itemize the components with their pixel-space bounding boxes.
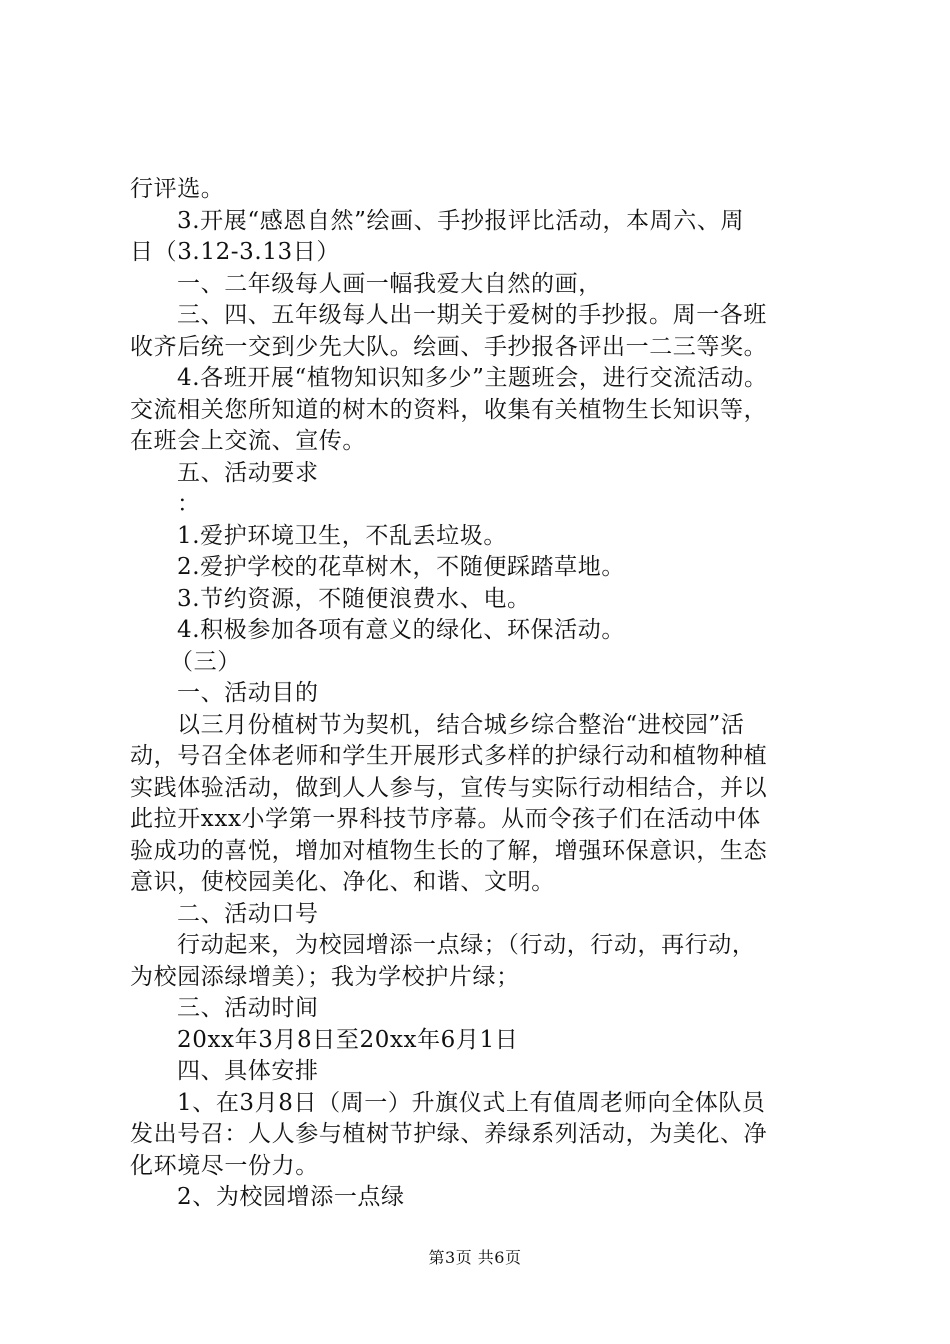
document-body xyxy=(130,174,830,1214)
section-number: （三） xyxy=(170,648,241,675)
section-heading: 四、具体安排 xyxy=(177,1058,319,1084)
list-item: 2.爱护学校的花草树木，不随便踩踏草地。 xyxy=(177,554,625,580)
text-line: 日（3.12-3.13日） xyxy=(130,239,340,265)
text-line: 2、为校园增添一点绿 xyxy=(177,1184,405,1210)
text-line: 实践体验活动，做到人人参与，宣传与实际行动相结合，并以 xyxy=(130,774,768,801)
text-line: 验成功的喜悦，增加对植物生长的了解，增强环保意识，生态 xyxy=(130,837,768,864)
text-line: 行动起来，为校园增添一点绿；（行动，行动，再行动， xyxy=(177,932,756,958)
text-line: 1、在3月8日（周一）升旗仪式上有值周老师向全体队员 xyxy=(177,1089,766,1116)
text-line: 交流相关您所知道的树木的资料，收集有关植物生长知识等， xyxy=(130,396,768,423)
text-line: 行评选。 xyxy=(130,176,225,202)
page-footer: 第3页 共6页 xyxy=(428,1248,522,1267)
text-line: 此拉开xxx小学第一界科技节序幕。从而令孩子们在活动中体 xyxy=(130,806,761,832)
text-line: 一、二年级每人画一幅我爱大自然的画， xyxy=(177,270,602,297)
section-heading: 五、活动要求 xyxy=(177,459,319,486)
list-item: 1.爱护环境卫生，不乱丢垃圾。 xyxy=(177,522,507,549)
text-line: 化环境尽一份力。 xyxy=(130,1152,319,1179)
text-line: ： xyxy=(177,491,201,517)
text-line: 20xx年3月8日至20xx年6月1日 xyxy=(177,1026,519,1053)
text-line: 三、四、五年级每人出一期关于爱树的手抄报。周一各班 xyxy=(177,302,767,328)
section-heading: 一、活动目的 xyxy=(177,680,319,706)
text-line: 在班会上交流、宣传。 xyxy=(130,428,366,454)
text-line: 意识，使校园美化、净化、和谐、文明。 xyxy=(130,869,555,895)
text-line: 动，号召全体老师和学生开展形式多样的护绿行动和植物种植 xyxy=(130,743,768,769)
text-line: 发出号召：人人参与植树节护绿、养绿系列活动，为美化、净 xyxy=(130,1121,768,1147)
text-line: 3.开展“感恩自然”绘画、手抄报评比活动，本周六、周 xyxy=(177,207,745,234)
text-line: 收齐后统一交到少先大队。绘画、手抄报各评出一二三等奖。 xyxy=(130,333,768,360)
section-heading: 三、活动时间 xyxy=(177,995,319,1021)
list-item: 3.节约资源，不随便浪费水、电。 xyxy=(177,585,531,612)
text-line: 以三月份植树节为契机，结合城乡综合整治“进校园”活 xyxy=(177,711,745,738)
text-line: 为校园添绿增美）；我为学校护片绿； xyxy=(130,963,520,990)
section-heading: 二、活动口号 xyxy=(177,900,319,927)
list-item: 4.积极参加各项有意义的绿化、环保活动。 xyxy=(177,617,625,643)
text-line: 4.各班开展“植物知识知多少”主题班会，进行交流活动。 xyxy=(177,365,768,391)
